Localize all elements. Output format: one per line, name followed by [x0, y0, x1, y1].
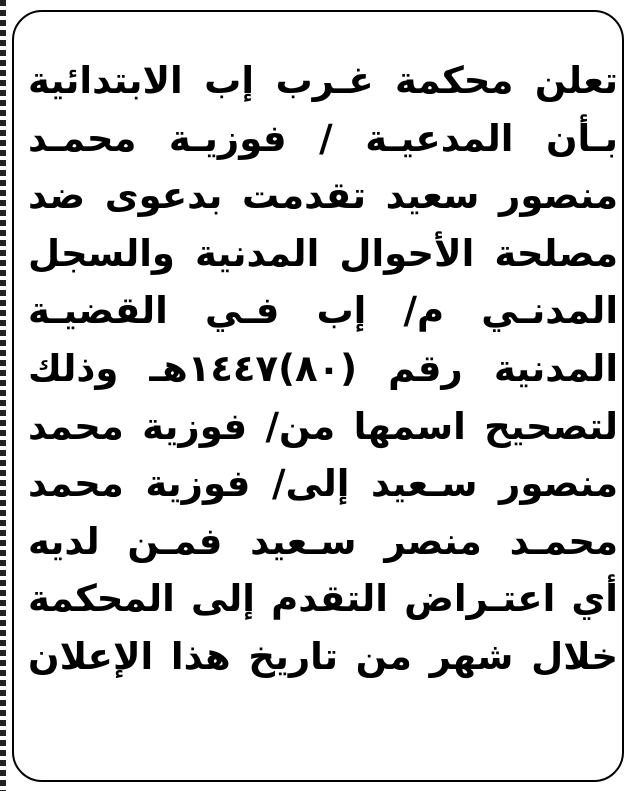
notice-line: منصور سـعيد إلى/ فوزية محمد — [28, 462, 618, 506]
notice-line: تعلن محكمة غـرب إب الابتدائية — [28, 59, 618, 102]
notice-line: محمـد منصر سـعيد فمـن لديه — [28, 519, 618, 563]
notice-line: لتصحيح اسمها من/ فوزية محمد — [28, 404, 618, 448]
notice-text — [28, 52, 618, 686]
notice-line: المدنـي م/ إب فـي القضيـة — [28, 289, 618, 333]
notice-line: خلال شهر من تاريخ هذا الإعلان — [28, 634, 618, 678]
dashed-edge — [0, 0, 6, 791]
notice-line: منصور سعيد تقدمت بدعوى ضد — [28, 174, 618, 218]
notice-line: المدنية رقم (٨٠)١٤٤٧هـ وذلك — [28, 346, 618, 390]
notice-line: مصلحة الأحوال المدنية والسجل — [28, 231, 618, 275]
notice-line: أي اعتـراض التقدم إلى المحكمة — [28, 577, 618, 621]
notice-line: بـأن المدعيـة / فوزيـة محمـد — [28, 116, 618, 160]
